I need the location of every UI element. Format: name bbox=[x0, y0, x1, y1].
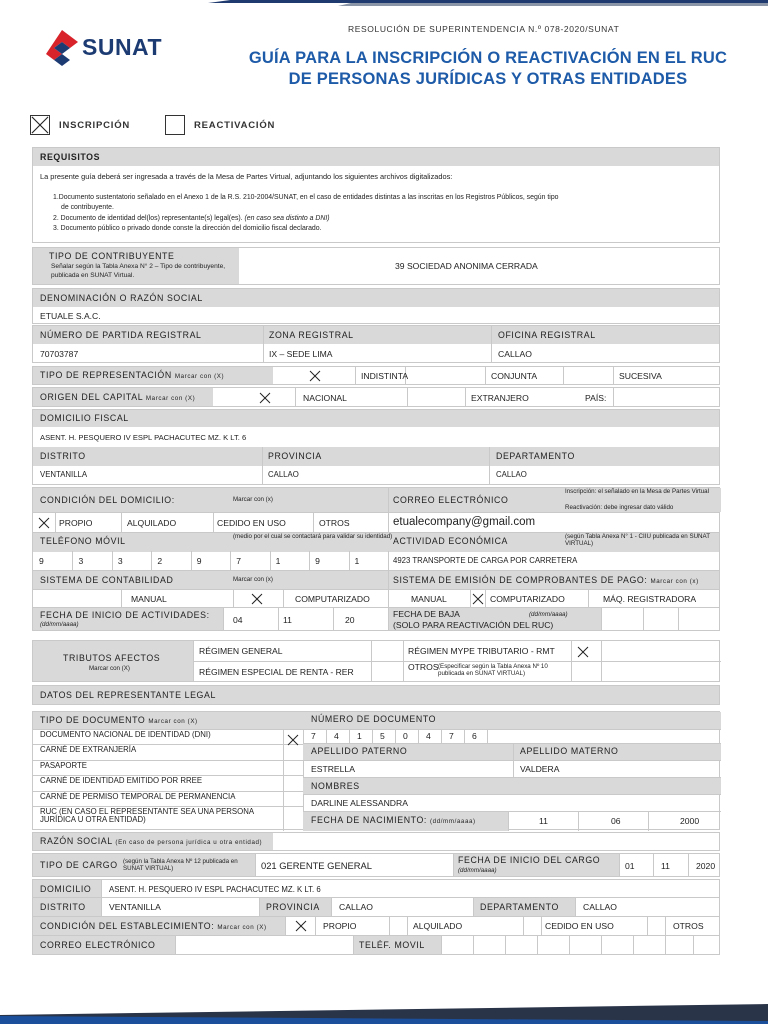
movil-digit[interactable]: 3 bbox=[78, 556, 84, 566]
doc-number-digit[interactable]: 5 bbox=[380, 731, 385, 741]
reactivacion-label: REACTIVACIÓN bbox=[194, 119, 276, 131]
oficina-value[interactable]: CALLAO bbox=[498, 349, 532, 359]
domicilio-fiscal-values bbox=[32, 465, 720, 485]
capital-label bbox=[40, 392, 195, 402]
tipo-doc-label-text: TIPO DE DOCUMENTO bbox=[40, 715, 146, 725]
emision-label-text: SISTEMA DE EMISIÓN DE COMPROBANTES DE PAGO: bbox=[393, 575, 648, 585]
tributos-section bbox=[32, 640, 720, 682]
inicio-dd[interactable]: 04 bbox=[233, 615, 243, 625]
emision-mark: Marcar con (x) bbox=[650, 578, 699, 585]
doc-number-digit[interactable]: 4 bbox=[426, 731, 431, 741]
movil-digit[interactable]: 1 bbox=[275, 556, 281, 566]
razon-social-section bbox=[32, 832, 720, 851]
provincia-label: PROVINCIA bbox=[268, 451, 322, 461]
doc-type-option[interactable]: RUC (EN CASO EL REPRESENTANTE SEA UNA PERSONA JURÍDICA U OTRA ENTIDAD) bbox=[40, 807, 254, 825]
sucesiva-label: SUCESIVA bbox=[619, 371, 662, 381]
inicio-cargo-fmt: (dd/mm/aaaa) bbox=[458, 867, 497, 874]
cargo-note: (según la Tabla Anexa Nº 12 publicada en SUNAT VIRTUAL) bbox=[123, 858, 238, 872]
establecimiento-propio-x-mark[interactable] bbox=[295, 920, 307, 932]
rep-distrito-label: DISTRITO bbox=[40, 902, 86, 912]
tipo-doc-label bbox=[40, 715, 198, 725]
departamento-value[interactable]: CALLAO bbox=[496, 470, 527, 479]
requisitos-intro: La presente guía deberá ser ingresada a través de la Mesa de Partes Virtual, adjuntando los siguientes archivos digitalizados: bbox=[40, 172, 453, 181]
establecimiento-label bbox=[40, 921, 267, 931]
tributos-label: TRIBUTOS AFECTOS bbox=[63, 653, 161, 663]
doc-type-option[interactable]: DOCUMENTO NACIONAL DE IDENTIDAD (DNI) bbox=[40, 730, 211, 739]
doc-number-digit[interactable]: 6 bbox=[472, 731, 477, 741]
dni-x-mark[interactable] bbox=[287, 734, 299, 746]
movil-note: (medio por el cual se contactará para validar su identidad) bbox=[233, 533, 393, 540]
departamento-label: DEPARTAMENTO bbox=[496, 451, 575, 461]
cargo-label: TIPO DE CARGO bbox=[40, 860, 118, 870]
nacimiento-label bbox=[311, 815, 476, 825]
establecimiento-mark: Marcar con (X) bbox=[217, 924, 267, 931]
apellido-paterno-label: APELLIDO PATERNO bbox=[311, 746, 408, 756]
movil-digit[interactable]: 7 bbox=[236, 556, 241, 566]
partida-label: NÚMERO DE PARTIDA REGISTRAL bbox=[40, 330, 202, 340]
rep-contacto-section bbox=[32, 936, 720, 955]
sunat-logo-text: SUNAT bbox=[82, 34, 163, 60]
representante-heading: DATOS DEL REPRESENTANTE LEGAL bbox=[40, 690, 216, 700]
movil-digit[interactable]: 9 bbox=[39, 556, 44, 566]
otros-label: OTROS bbox=[319, 518, 350, 528]
nacimiento-label-text: FECHA DE NACIMIENTO: bbox=[311, 815, 427, 825]
establecimiento-propio: PROPIO bbox=[323, 921, 357, 931]
propio-label: PROPIO bbox=[59, 518, 93, 528]
nacional-label: NACIONAL bbox=[303, 393, 347, 403]
regimen-mype-label: RÉGIMEN MYPE TRIBUTARIO - RMT bbox=[408, 646, 555, 656]
cedido-label: CEDIDO EN USO bbox=[217, 518, 286, 528]
rep-telef-label: TELÉF. MOVIL bbox=[359, 940, 425, 950]
inicio-actividades-label: FECHA DE INICIO DE ACTIVIDADES: bbox=[40, 610, 210, 620]
inicio-cargo-mm[interactable]: 11 bbox=[661, 861, 670, 871]
apellido-paterno-value[interactable]: ESTRELLA bbox=[311, 764, 355, 774]
indistinta-label: INDISTINTA bbox=[361, 371, 409, 381]
contabilidad-emision-section bbox=[32, 571, 720, 608]
contribuyente-note: Señalar según la Tabla Anexa N° 2 – Tipo de contribuyente, publicada en SUNAT Virtual. bbox=[51, 263, 226, 279]
emision-manual-label: MANUAL bbox=[411, 594, 447, 604]
contribuyente-section bbox=[32, 247, 720, 285]
movil-digit[interactable]: 9 bbox=[196, 556, 202, 566]
actividad-label: ACTIVIDAD ECONÓMICA bbox=[393, 536, 509, 546]
inicio-cargo-dd[interactable]: 01 bbox=[625, 861, 635, 871]
check-x-icon bbox=[31, 116, 49, 134]
nacimiento-mm[interactable]: 06 bbox=[611, 816, 621, 826]
doc-number-digit[interactable]: 1 bbox=[357, 731, 362, 741]
condicion-correo-section bbox=[32, 487, 720, 551]
fechas-section bbox=[32, 608, 720, 631]
regimen-general-label: RÉGIMEN GENERAL bbox=[199, 646, 283, 656]
doc-number-digit[interactable]: 0 bbox=[403, 731, 408, 741]
rep-domicilio-section bbox=[32, 879, 720, 898]
contab-computarizado-x-mark[interactable] bbox=[251, 593, 263, 605]
movil-digit[interactable]: 3 bbox=[117, 556, 123, 566]
contab-manual-label: MANUAL bbox=[131, 594, 167, 604]
emision-label bbox=[393, 575, 699, 585]
doc-number-digit[interactable]: 4 bbox=[334, 731, 339, 741]
sunat-logo-icon bbox=[44, 28, 82, 68]
inicio-actividades-fmt: (dd/mm/aaaa) bbox=[40, 621, 79, 628]
rep-provincia-value[interactable]: CALLAO bbox=[339, 902, 373, 912]
movil-digit[interactable]: 1 bbox=[354, 556, 360, 566]
alquilado-label: ALQUILADO bbox=[127, 518, 177, 528]
partida-value[interactable]: 70703787 bbox=[40, 349, 79, 359]
representante-heading-bar bbox=[32, 685, 720, 705]
rep-provincia-label: PROVINCIA bbox=[266, 902, 320, 912]
denominacion-label: DENOMINACIÓN O RAZÓN SOCIAL bbox=[40, 293, 203, 303]
nombres-value[interactable]: DARLINE ALESSANDRA bbox=[311, 798, 408, 808]
nacimiento-dd[interactable]: 11 bbox=[539, 816, 548, 826]
movil-label: TELÉFONO MÓVIL bbox=[40, 536, 126, 546]
movil-digit[interactable]: 2 bbox=[157, 556, 163, 566]
rep-distrito-value[interactable]: VENTANILLA bbox=[109, 902, 161, 912]
inscripcion-checkbox[interactable] bbox=[30, 115, 50, 135]
rep-correo-label: CORREO ELECTRÓNICO bbox=[40, 940, 156, 950]
regimen-otros-label: OTROS bbox=[408, 662, 439, 672]
regimen-rer-label: RÉGIMEN ESPECIAL DE RENTA - RER bbox=[199, 667, 354, 677]
actividad-note: (según Tabla Anexa N° 1 - CIIU publicada en SUNAT VIRTUAL) bbox=[565, 533, 710, 547]
extranjero-label: EXTRANJERO bbox=[471, 393, 529, 403]
capital-x-mark[interactable] bbox=[259, 392, 271, 404]
contab-computarizado-label: COMPUTARIZADO bbox=[295, 594, 370, 604]
tipo-doc-mark: Marcar con (X) bbox=[148, 718, 198, 725]
doc-type-option[interactable]: CARNÉ DE PERMISO TEMPORAL DE PERMANENCIA bbox=[40, 791, 236, 801]
doc-type-option[interactable]: PASAPORTE bbox=[40, 760, 87, 770]
sunat-logo bbox=[44, 28, 189, 68]
baja-label: FECHA DE BAJA bbox=[393, 609, 460, 619]
representacion-section bbox=[32, 366, 720, 385]
representacion-label bbox=[40, 370, 224, 380]
establecimiento-alquilado: ALQUILADO bbox=[413, 921, 463, 931]
reactivacion-option[interactable] bbox=[165, 114, 275, 136]
requisito-1: 1.Documento sustentatorio señalado en el Anexo 1 de la R.S. 210-2004/SUNAT, en el caso de entidades distintas a las inscritas en los Registros Públicos, según tipo bbox=[53, 194, 559, 201]
razon-social-label bbox=[40, 836, 262, 846]
emision-maquina-label: MÁQ. REGISTRADORA bbox=[603, 594, 697, 604]
requisitos-heading: REQUISITOS bbox=[40, 152, 101, 162]
razon-social-label-text: RAZÓN SOCIAL bbox=[40, 836, 113, 846]
doc-number-digit[interactable]: 7 bbox=[311, 731, 316, 741]
title-line-1: GUÍA PARA LA INSCRIPCIÓN O REACTIVACIÓN EN EL RUC bbox=[248, 49, 728, 67]
contabilidad-label: SISTEMA DE CONTABILIDAD bbox=[40, 575, 174, 585]
doc-number-digit[interactable]: 7 bbox=[449, 731, 454, 741]
correo-note-2: Reactivación: debe ingresar dato válido bbox=[565, 504, 674, 511]
resolution-number: RESOLUCIÓN DE SUPERINTENDENCIA N.º 078-2020/SUNAT bbox=[348, 24, 620, 34]
razon-social-note: (En caso de persona jurídica u otra entidad) bbox=[115, 839, 263, 846]
partida-section bbox=[32, 325, 720, 363]
denominacion-value[interactable]: ETUALE S.A.C. bbox=[40, 311, 101, 321]
inicio-yy[interactable]: 20 bbox=[345, 615, 355, 625]
representacion-x-mark[interactable] bbox=[309, 370, 321, 382]
reactivacion-checkbox[interactable] bbox=[165, 115, 185, 135]
inscripcion-label: INSCRIPCIÓN bbox=[59, 119, 131, 131]
representacion-mark: Marcar con (X) bbox=[174, 373, 225, 380]
requisito-3: 3. Documento público o privado donde conste la dirección del domicilio fiscal declarado. bbox=[53, 225, 322, 232]
correo-label: CORREO ELECTRÓNICO bbox=[393, 495, 509, 505]
documento-section bbox=[32, 711, 720, 830]
tributos-mark: Marcar con (X) bbox=[89, 665, 130, 672]
mype-x-mark[interactable] bbox=[577, 646, 589, 658]
title-line-2: DE PERSONAS JURÍDICAS Y OTRAS ENTIDADES bbox=[288, 70, 688, 88]
requisito-2-note: (en caso sea distinto a DNI) bbox=[244, 215, 330, 222]
document-title bbox=[238, 48, 738, 90]
nacimiento-yy[interactable]: 2000 bbox=[680, 816, 700, 826]
doc-type-option[interactable]: CARNÉ DE EXTRANJERÍA bbox=[40, 745, 137, 755]
establecimiento-label-text: CONDICIÓN DEL ESTABLECIMIENTO: bbox=[40, 921, 215, 931]
inscripcion-option[interactable] bbox=[30, 114, 130, 136]
inicio-mm[interactable]: 11 bbox=[283, 615, 292, 625]
condicion-label: CONDICIÓN DEL DOMICILIO: bbox=[40, 495, 175, 505]
inicio-cargo-yy[interactable]: 2020 bbox=[696, 861, 716, 871]
establecimiento-section bbox=[32, 917, 720, 936]
distrito-label: DISTRITO bbox=[40, 451, 86, 461]
cargo-section bbox=[32, 853, 720, 877]
apellido-materno-label: APELLIDO MATERNO bbox=[520, 746, 619, 756]
doc-type-option[interactable]: CARNÉ DE IDENTIDAD EMITIDO POR RREE bbox=[40, 776, 203, 786]
rep-domicilio-value[interactable]: ASENT. H. PESQUERO IV ESPL PACHACUTEC MZ. K LT. 6 bbox=[109, 885, 321, 894]
zona-label: ZONA REGISTRAL bbox=[269, 330, 354, 340]
rep-departamento-label: DEPARTAMENTO bbox=[480, 902, 559, 912]
numero-doc-label: NÚMERO DE DOCUMENTO bbox=[311, 714, 437, 724]
zona-value[interactable]: IX – SEDE LIMA bbox=[269, 349, 333, 359]
oficina-label: OFICINA REGISTRAL bbox=[498, 330, 596, 340]
conjunta-label: CONJUNTA bbox=[491, 371, 538, 381]
movil-actividad-values bbox=[32, 551, 720, 571]
domicilio-fiscal-label: DOMICILIO FISCAL bbox=[40, 413, 129, 423]
establecimiento-cedido: CEDIDO EN USO bbox=[545, 921, 614, 931]
provincia-value[interactable]: CALLAO bbox=[268, 470, 299, 479]
emision-computarizado-label: COMPUTARIZADO bbox=[490, 594, 565, 604]
nombres-label: NOMBRES bbox=[311, 781, 360, 791]
nacimiento-fmt: (dd/mm/aaaa) bbox=[430, 818, 476, 825]
requisito-2-text: 2. Documento de identidad del(los) representante(s) legal(es). bbox=[53, 215, 243, 222]
actividad-value[interactable]: 4923 TRANSPORTE DE CARGA POR CARRETERA bbox=[393, 556, 578, 565]
contribuyente-value[interactable]: 39 SOCIEDAD ANONIMA CERRADA bbox=[395, 261, 538, 271]
apellido-materno-value[interactable]: VALDERA bbox=[520, 764, 560, 774]
rep-domicilio-label: DOMICILIO bbox=[40, 884, 92, 894]
regimen-otros-note: (Especificar según la Tabla Anexa Nº 10 publicada en SUNAT VIRTUAL) bbox=[438, 663, 548, 677]
contabilidad-mark: Marcar con (x) bbox=[233, 576, 273, 583]
emision-computarizado-x-mark[interactable] bbox=[472, 593, 484, 605]
rep-ubicacion-section bbox=[32, 898, 720, 917]
correo-value[interactable]: etualecompany@gmail.com bbox=[393, 516, 536, 528]
domicilio-fiscal-value[interactable]: ASENT. H. PESQUERO IV ESPL PACHACUTEC MZ. K LT. 6 bbox=[40, 433, 247, 442]
top-decorative-stripe bbox=[0, 0, 768, 6]
baja-fmt: (dd/mm/aaaa) bbox=[529, 611, 568, 618]
establecimiento-otros: OTROS bbox=[673, 921, 704, 931]
condicion-mark: Marcar con (x) bbox=[233, 496, 273, 503]
requisitos-section bbox=[32, 147, 720, 243]
representacion-label-text: TIPO DE REPRESENTACIÓN bbox=[40, 370, 172, 380]
propio-x-mark[interactable] bbox=[38, 517, 50, 529]
domicilio-fiscal-section bbox=[32, 409, 720, 465]
capital-label-text: ORIGEN DEL CAPITAL bbox=[40, 392, 143, 402]
contribuyente-label: TIPO DE CONTRIBUYENTE bbox=[49, 251, 175, 261]
cargo-value[interactable]: 021 GERENTE GENERAL bbox=[261, 860, 372, 871]
correo-note-1: Inscripción: el señalado en la Mesa de Partes Virtual bbox=[565, 488, 709, 495]
rep-departamento-value[interactable]: CALLAO bbox=[583, 902, 617, 912]
pais-label: PAÍS: bbox=[585, 393, 607, 403]
inicio-cargo-label: FECHA DE INICIO DEL CARGO bbox=[458, 855, 601, 865]
requisito-1-cont: de contribuyente. bbox=[61, 204, 114, 211]
requisito-2 bbox=[53, 215, 330, 222]
capital-section bbox=[32, 387, 720, 407]
movil-digit[interactable]: 9 bbox=[315, 556, 320, 566]
denominacion-section bbox=[32, 288, 720, 324]
distrito-value[interactable]: VENTANILLA bbox=[40, 470, 88, 479]
bottom-decorative-band bbox=[0, 998, 768, 1024]
capital-mark: Marcar con (X) bbox=[145, 395, 196, 402]
baja-note: (SOLO PARA REACTIVACIÓN DEL RUC) bbox=[393, 620, 554, 630]
